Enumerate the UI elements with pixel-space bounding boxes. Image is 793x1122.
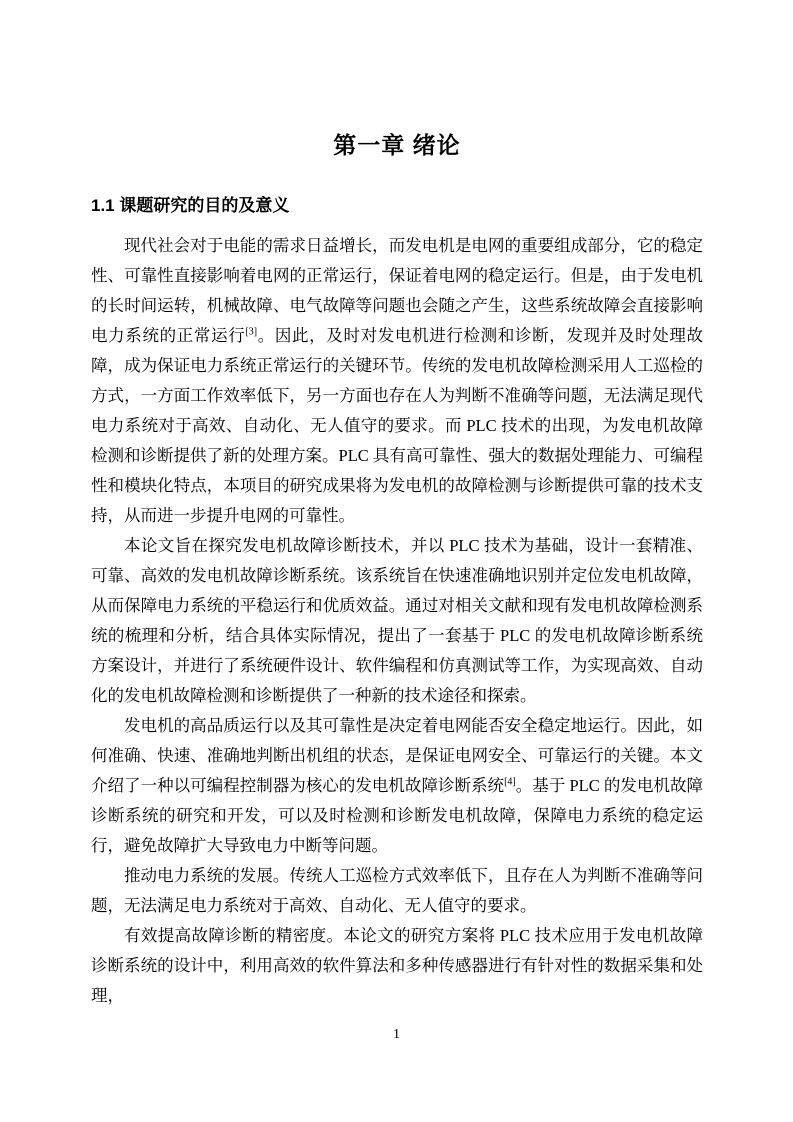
paragraph-5-text: 有效提高故障诊断的精密度。本论文的研究方案将 PLC 技术应用于发电机故障诊断系统的设计中，利用高效的软件算法和多种传感器进行有针对性的数据采集和处理， — [91, 926, 703, 1005]
paragraph-5 — [91, 921, 703, 1011]
paragraph-3 — [91, 711, 703, 861]
citation-marker-4: [4] — [504, 776, 516, 788]
paragraph-4 — [91, 861, 703, 921]
paragraph-3-text: 发电机的高品质运行以及其可靠性是决定着电网能否安全稳定地运行。因此，如何准确、快速、准确地判断出机组的状态，是保证电网安全、可靠运行的关键。本文介绍了一种以可编程控制器为核心的发电机故障诊断系统 — [91, 716, 703, 795]
chapter-title: 第一章 绪论 — [333, 132, 461, 158]
paragraph-4-text: 推动电力系统的发展。传统人工巡检方式效率低下，且存在人为判断不准确等问题，无法满足电力系统对于高效、自动化、无人值守的要求。 — [91, 866, 703, 915]
paragraph-1-text-after: 。因此，及时对发电机进行检测和诊断，发现并及时处理故障，成为保证电力系统正常运行的关键环节。传统的发电机故障检测采用人工巡检的方式，一方面工作效率低下，另一方面也存在人为判断不准确等问题，无法满足现代电力系统对于高效、自动化、无人值守的要求。而 PLC 技术的出现，为发电机故障检测和诊断提供了新的处理方案。PLC 具有高可靠性、强大的数据处理能力、可编程性和模块化特点，本项目的研究成果将为发电机的故障检测与诊断提供可靠的技术支持，从而进一步提升电网的可靠性。 — [91, 326, 704, 525]
paragraph-3-text-after: 。基于 PLC 的发电机故障诊断系统的研究和开发，可以及时检测和诊断发电机故障，保障电力系统的稳定运行，避免故障扩大导致电力中断等问题。 — [91, 776, 704, 855]
paragraph-2-text: 本论文旨在探究发电机故障诊断技术，并以 PLC 技术为基础，设计一套精准、可靠、高效的发电机故障诊断系统。该系统旨在快速准确地识别并定位发电机故障，从而保障电力系统的平稳运行和优质效益。通过对相关文献和现有发电机故障检测系统的梳理和分析，结合具体实际情况，提出了一套基于 PLC 的发电机故障诊断系统方案设计，并进行了系统硬件设计、软件编程和仿真测试等工作，为实现高效、自动化的发电机故障检测和诊断提供了一种新的技术途径和探索。 — [91, 536, 703, 705]
page-number: 1 — [393, 1027, 400, 1042]
paragraph-1-text: 现代社会对于电能的需求日益增长，而发电机是电网的重要组成部分，它的稳定性、可靠性直接影响着电网的正常运行，保证着电网的稳定运行。但是，由于发电机的长时间运转，机械故障、电气故障等问题也会随之产生，这些系统故障会直接影响电力系统的正常运行 — [91, 236, 703, 345]
paragraph-1 — [91, 231, 703, 531]
citation-marker-3: [3] — [245, 326, 258, 338]
paragraph-2 — [91, 531, 703, 711]
section-heading: 1.1 课题研究的目的及意义 — [91, 196, 290, 215]
